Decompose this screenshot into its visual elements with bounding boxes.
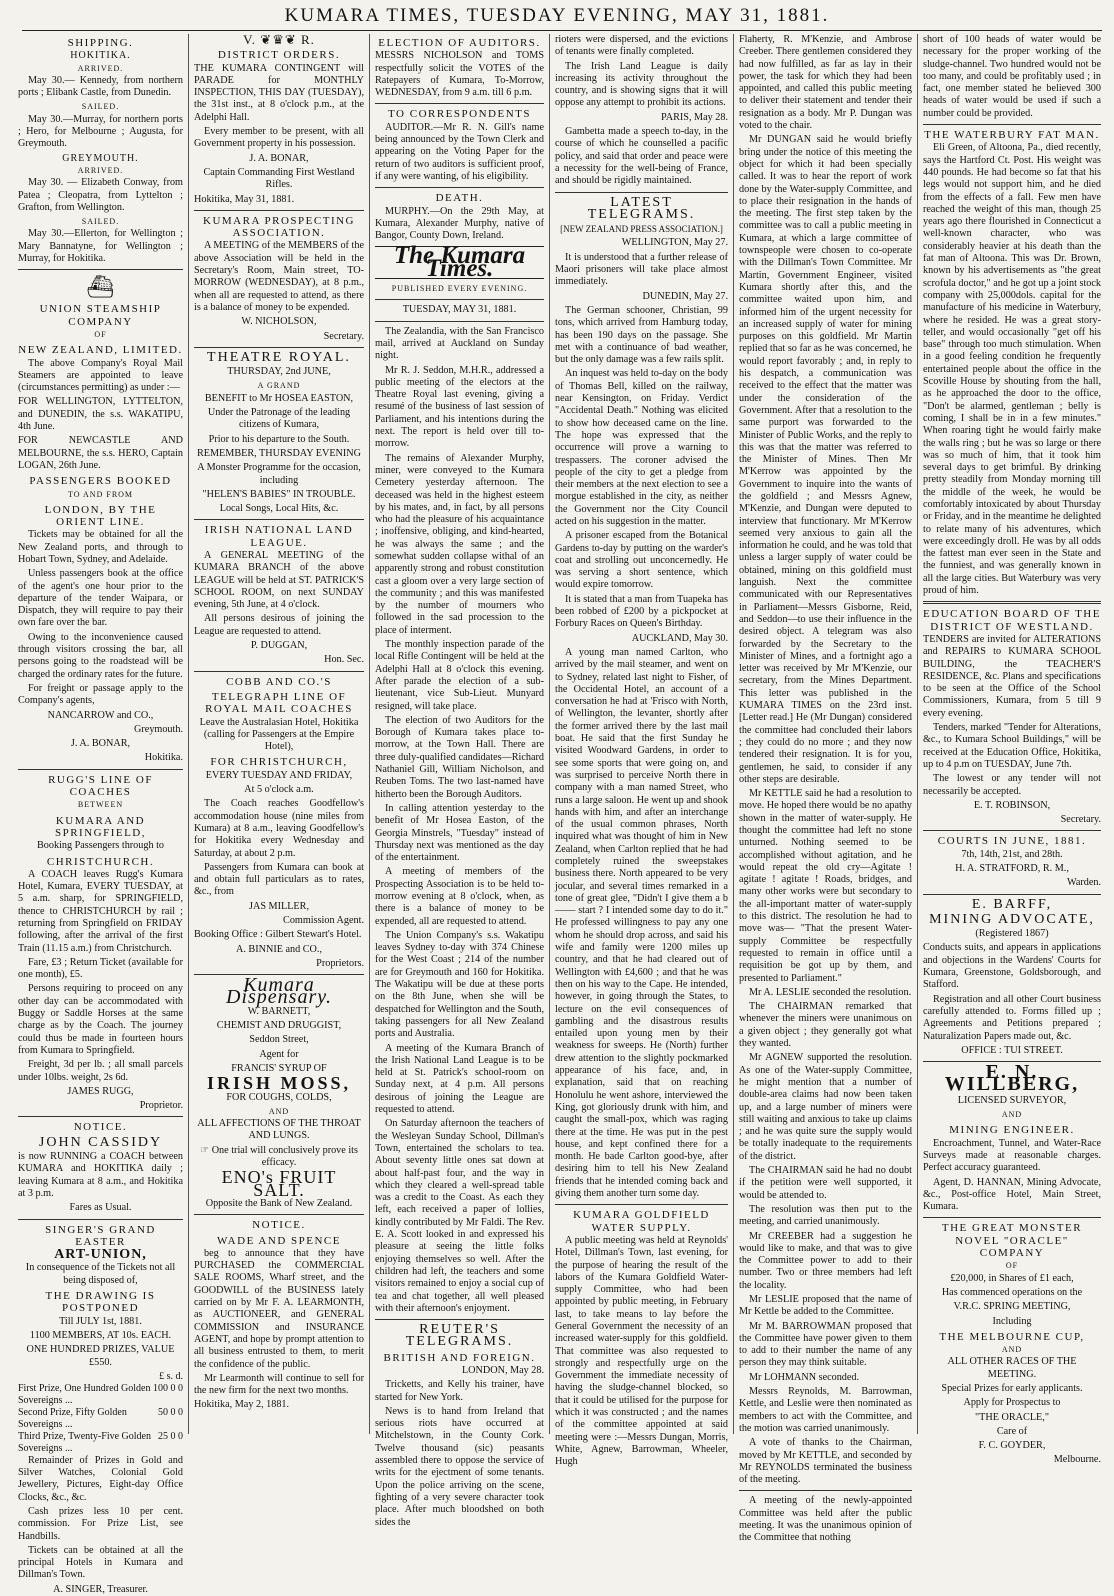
article-text: In calling attention yesterday to the benefit of Mr Hosea Easton, of the Georgia Minstrels, "Tuesday" instead of Thursday next was mentioned as the day of the entertainment. — [375, 802, 544, 864]
article-text: A vote of thanks to the Chairman, moved by Mr KETTLE, and seconded by Mr REYNOLDS terminated the business of the meeting. — [739, 1437, 912, 1486]
ad-text: Special Prizes for early applicants. — [941, 1382, 1083, 1394]
ad-signature: Hokitika. — [144, 752, 183, 764]
article-text: Mr CREEBER had a suggestion he would like to make, and that was to give the Committee power to add to their number. Two or three members had left the locality. — [739, 1230, 912, 1291]
ad-date: Hokitika, May 2, 1881. — [194, 1399, 290, 1411]
article-text: short of 100 heads of water would be necessary for the proper working of the sludge-channel. Two hundred would not be too many, and could be profitably used ; in fact, one member stated he believed 300 heads of water would be used if such a number could be provided. — [923, 34, 1101, 119]
article-text: MURPHY.—On the 29th May, at Kumara, Alexander Murphy, native of Bangor, County Down, Ireland. — [375, 205, 544, 242]
rule — [375, 1319, 544, 1320]
ad-text: Opposite the Bank of New Zealand. — [205, 1197, 353, 1209]
rule — [194, 347, 364, 348]
ad-text: Local Songs, Local Hits, &c. — [219, 503, 339, 515]
ad-text: BENEFIT to Mr HOSEA EASTON, — [204, 392, 354, 404]
ad-signature: F. C. GOYDER, — [978, 1440, 1046, 1452]
ad-text: Prior to his departure to the South. — [208, 433, 350, 445]
article-text: The CHAIRMAN said he had no doubt if the petition were well supported, it would be attended to. — [739, 1165, 912, 1201]
art-union-title: ART-UNION, — [54, 1247, 147, 1263]
rule — [555, 192, 728, 193]
article-text: Gambetta made a speech to-day, in the course of which he counselled a pacific policy, and said that order and peace were a necessity for the well-being of France, and should be rigidly maintained. — [555, 126, 728, 187]
latest-telegrams-heading: LATEST TELEGRAMS. — [587, 194, 696, 222]
column-2 — [194, 34, 364, 1434]
ad-text: Tenders, marked "Tender for Alterations, &c., to Kumara School Buildings," will be received at the Education Office, Hokitika, up to 4 p.m on TUESDAY, June 7th. — [923, 722, 1101, 770]
article-text: A young man named Carlton, who arrived by the mail steamer, and went on to Sydney, related last night to Fisher, of the Occidental Hotel, an account of a conversation he had at 'Frisco with North, of Wellington, the levanter, shortly after the former arrived there by the last mail boat. He said that the first Sunday he visited Woodward Gardens, in order to see some sports that were going on, and was surprised to perceive North there in company with a man named Street, who runs a large saloon. He went up and shook hands with him, and after an interchange of the usual common phrases, North inquired what was thought of him in New Zealand, when Carlton replied that he had completely ruined the sweepstakes business there. North appeared to be very jocular, and several times remarked in a tone of great glee, "Didn't I give them a b—— start ? I intended some day to do it." He professed willingness to pay any one whom he should drop across, and said his wife and family were 1200 miles up country, and that he had cleared out of Wellington with £4,600 ; and that he was then on his way to the Cape. He intended, however, in going through the States, to lecture on the evil consequences of gambling and the disastrous results entailed upon young men by their weakness for sweeps. He (North) further drew attention to the slightly pockmarked appearance of his face, and, in explanation, said that on reaching Honolulu he went ashore, interviewed the King, got gloriously drunk with him, and caught the small-pox, which was raging there at the time. He was put in the pest house, and kept confined there for a month. He bade Carlton good-bye, after desiring him to tell his New Zealand friends that he intended coming back and giving them another turn some day. — [555, 646, 728, 1200]
ad-signature: A. BINNIE and CO., — [235, 943, 323, 955]
ad-text: FOR COUGHS, COLDS, — [226, 1091, 332, 1103]
ad-text: All persons desirous of joining the League are requested to attend. — [194, 613, 364, 637]
courts-heading: COURTS IN JUNE, 1881. — [937, 835, 1087, 848]
theatre-royal-heading: THEATRE ROYAL. — [207, 349, 351, 365]
ad-subheading: TO AND FROM — [67, 489, 134, 499]
rule — [375, 187, 544, 188]
ad-text: MESSRS NICHOLSON and TOMS respectfully solicit the VOTES of the Ratepayers of Kumara, To-Morrow, WEDNESDAY, from 9 a.m. till 6 p.m. — [375, 50, 544, 99]
greymouth-heading: GREYMOUTH. — [62, 152, 139, 164]
ad-text: FOR WELLINGTON, LYTTELTON, and DUNEDIN, the s.s. WAKATIPU, 4th June. — [18, 396, 183, 433]
ad-text: Mr Learmonth will continue to sell for the new firm for the next two months. — [194, 1372, 364, 1397]
ad-text: OFFICE : TUI STREET. — [961, 1044, 1063, 1056]
ad-text: Including — [992, 1315, 1032, 1327]
ad-text: Encroachment, Tunnel, and Water-Race Surveys made at reasonable charges. Perfect accuracy guaranteed. — [923, 1137, 1101, 1174]
election-auditors-heading: ELECTION OF AUDITORS. — [378, 37, 541, 49]
article-text: The Zealandia, with the San Francisco mail, arrived at Auckland on Sunday night. — [375, 325, 544, 362]
article-text: The resolution was then put to the meeting, and carried unanimously. — [739, 1203, 912, 1228]
ad-text: beg to announce that they have PURCHASED the COMMERCIAL SALE ROOMS, Wharf street, and the GOODWILL of the BUSINESS lately carried on by Mr F. A. LEARMONTH, as AUCTIONEER, and GENERAL COMMISSION and INSURANCE AGENT, and hope by prompt attention to all business entrusted to them, to merit the confidence of the public. — [194, 1247, 364, 1370]
ad-text: (Registered 1867) — [975, 928, 1049, 940]
article-text: A public meeting was held at Reynolds' Hotel, Dillman's Town, last evening, for the purpose of hearing the result of the labors of the Kumara Goldfield Water-supply Committee, who had been appointed by public meeting, in February last, to take means to lay before the General Government the necessity of an increased water-supply for this goldfield. That committee was also requested to strongly and respectfully urge on the Government the immediate necessity of having the sludge-channel blocked, so that it could be utilised for the purpose for which it was constructed ; and the names of the committee appointed at said meeting were :—Messrs Dungan, Morris, White, Agnew, Barrowman, Wheeler, Hugh — [555, 1234, 728, 1468]
ad-subheading: PASSENGERS BOOKED — [29, 475, 172, 488]
district-orders-heading: DISTRICT ORDERS. — [217, 49, 341, 62]
article-text: Mr KETTLE said he had a resolution to move. He hoped there would be no apathy shown in the matter of water-supply. He thought the committee had left no stone unturned. Nothing seemed to be accomplished without agitation, and he would repeat the old cry—Agitate ! agitate ! agitate ! Roads, bridges, and many other works were but secondary to the all-important matter of water-supply to this district. The resolution he had to move was— "That the present Water-supply Committee be respectfully requested to remain in office until a requisition be got up by them, and presented to Parliament." — [739, 788, 912, 984]
rule — [375, 103, 544, 104]
rule — [18, 769, 183, 770]
ad-signature: JAMES RUGG, — [67, 1085, 134, 1097]
ad-text: Tickets can be obtained at all the principal Hotels in Kumara and Dillman's Town. — [18, 1544, 183, 1581]
ad-text: Passengers from Kumara can book at and obtain full particulars as to rates, &c., from — [194, 861, 364, 898]
union-steamship-heading: UNION STEAMSHIP COMPANY — [39, 303, 162, 328]
shipping-text: May 30. — Elizabeth Conway, from Patea ; Cleopatra, from Lyttelton ; Grafton, from Wellington. — [18, 177, 183, 213]
ad-signature: J. A. BONAR, — [70, 738, 131, 750]
ad-subheading: OF — [1005, 1261, 1019, 1271]
table-row: Second Prize, Fifty Golden Sovereigns ... 50 0 0 — [18, 1406, 183, 1430]
article-text: The German schooner, Christian, 99 tons, which arrived from Hamburg today, has been 190 days on the passage. She met with a continuance of bad weather, but the only damage was a few rails split. — [555, 304, 728, 366]
ad-text: Remainder of Prizes in Gold and Silver Watches, Colonial Gold Jewellery, Pictures, Eight-day Office Clocks, &c., &c. — [18, 1454, 183, 1503]
ad-text: For freight or passage apply to the Company's agents, — [18, 682, 183, 707]
pointing-hand-icon: ☞ — [200, 1144, 210, 1156]
arrived-label: ARRIVED. — [77, 63, 124, 73]
ad-subheading: FOR CHRISTCHURCH, — [210, 756, 348, 769]
article-text: The election of two Auditors for the Borough of Kumara takes place to-morrow, at the Town Hall. There are three duly-qualified candidates—Richard Nathaniel Gill, William Nicholson, and Reuben Toms. The two last-named have hitherto been the Borough Auditors. — [375, 714, 544, 800]
ad-text: ONE HUNDRED PRIZES, VALUE £550. — [26, 1344, 175, 1368]
column-6 — [923, 34, 1101, 1466]
death-heading: DEATH. — [435, 192, 484, 205]
rule — [18, 269, 183, 270]
article-text: The Irish Land League is daily increasing its activity throughout the country, and is showing signs that it will oppose any attempt to prohibit its actions. — [555, 60, 728, 109]
melbourne-cup-heading: THE MELBOURNE CUP, — [939, 1330, 1085, 1343]
article-text: Mr AGNEW supported the resolution. As one of the Water-supply Committee, he might mention that a number of double-area claims had now been taken up, and a large number of miners were still waiting and anxious to take up claims ; and he was quite sure the supply would be totally inadequate to the requirements of the district. — [739, 1052, 912, 1162]
published-label: PUBLISHED EVERY EVENING. — [391, 284, 528, 294]
water-supply-heading: KUMARA GOLDFIELD WATER SUPPLY. — [573, 1209, 710, 1234]
article-text: On Saturday afternoon the teachers of the Wesleyan Sunday School, Dillman's Town, entertained the scholars to tea. About seventy little ones sat down at about half-past four, and the way in which they cleared a well-spread table was a credit to the Coast. As each they left, each received a paper of lollies, kindly contributed by Mr Faldi. The Rev. E. A. Scott looked in and expressed his pleasure at seeing the little folks enjoying themselves so well. After the children had left, the teachers and some visitors remained to enjoy a social cup of tea and chat together, all well pleased with their afternoon's enjoyment. — [375, 1118, 544, 1314]
article-text: Flaherty, R. M'Kenzie, and Ambrose Creeber. There gentlemen considered they had now fulfilled, as far as lay in their power, the task for which they had been appointed, and called this public meeting to deliver their statement and tender their resignation as a body. Mr P. Dungan was voted to the chair. — [739, 34, 912, 132]
rule — [923, 1217, 1101, 1218]
newspaper-nameplate: The Kumara Times. — [375, 246, 544, 279]
prospecting-association-heading: KUMARA PROSPECTING ASSOCIATION. — [203, 214, 355, 240]
ad-signature: J. A. BONAR, — [249, 152, 309, 164]
article-text: A meeting of the newly-appointed Committee was held after the public meeting. It was the unanimous opinion of the Committee that nothing — [739, 1495, 912, 1544]
ad-text: LICENSED SURVEYOR, — [957, 1094, 1067, 1106]
reuters-telegrams-heading: REUTER'S TELEGRAMS. — [405, 1322, 514, 1350]
ad-subheading: KUMARA AND SPRINGFIELD, — [54, 814, 147, 839]
article-text: The Union Company's s.s. Wakatipu leaves Sydney to-day with 374 Chinese for the West Coast ; 214 of the number are for Greymouth and 160 for Hokitika. The Wakatipu will be due at these ports on the 8th June, when she will be despatched for Wellington and the South, taking passengers for all New Zealand ports and Australia. — [375, 929, 544, 1040]
dateline: WELLINGTON, May 27. — [621, 237, 728, 249]
rule — [555, 1204, 728, 1205]
ad-text: ALL AFFECTIONS OF THE THROAT AND LUNGS. — [197, 1118, 361, 1142]
barff-heading: E. BARFF, — [971, 896, 1053, 912]
article-text: Messrs Reynolds, M. Barrowman, Kettle, and Leslie were then nominated as members to act with the Committee, and the motion was carried unanimously. — [739, 1386, 912, 1434]
education-board-heading: EDUCATION BOARD OF THE DISTRICT OF WESTLAND. — [923, 608, 1101, 633]
ad-text: Every member to be present, with all Government property in his possession. — [194, 126, 364, 150]
column-divider — [733, 34, 734, 1434]
ad-text: Till JULY 1st, 1881. — [59, 1315, 142, 1327]
article-text: The CHAIRMAN remarked that whenever the miners were unanimous on a given object ; they generally got what they wanted. — [739, 1001, 912, 1050]
ad-signature: Proprietors. — [316, 957, 364, 969]
ad-text: Unless passengers book at the office of the agent's one hour prior to the departure of the tender Waipara, or Dispatch, they will require to pay their own fare over the bar. — [18, 568, 183, 629]
wade-spence-heading: WADE AND SPENCE — [217, 1234, 341, 1247]
ad-text: Agent for — [259, 1048, 299, 1060]
willberg-heading: E. N. WILLBERG, — [944, 1061, 1080, 1096]
article-text: AUDITOR.—Mr R. N. Gill's name being announced by the Town Clerk and appearing on the Voting Paper for the return of two auditors is sufficient proof, if any were wanting, of his eligibility. — [375, 121, 544, 182]
fat-man-heading: THE WATERBURY FAT MAN. — [924, 129, 1100, 142]
ad-text: "HELEN'S BABIES" IN TROUBLE. — [202, 488, 356, 500]
rule — [18, 1116, 183, 1117]
ad-text: Booking Passengers through to — [36, 840, 165, 852]
prize-header: £ s. d. — [159, 1370, 183, 1382]
ad-signature: JAS MILLER, — [249, 900, 309, 912]
ad-text: 7th, 14th, 21st, and 28th. — [961, 848, 1063, 860]
ad-text: Booking Office : Gilbert Stewart's Hotel. — [194, 929, 362, 941]
ad-text: Apply for Prospectus to — [963, 1397, 1061, 1409]
rule — [194, 671, 364, 672]
ad-text: Owing to the inconvenience caused through visitors crossing the bar, all persons going to the roadstead will be charged the ordinary rates for the future. — [18, 631, 183, 680]
dateline: DUNEDIN, May 27. — [642, 290, 728, 302]
ad-text: Leave the Australasian Hotel, Hokitika (calling for Passengers at the Empire Hotel), — [199, 716, 359, 753]
ad-signature: Proprietor. — [139, 1100, 183, 1112]
column-divider — [549, 34, 550, 1434]
mining-advocate-heading: MINING ADVOCATE, — [929, 911, 1095, 927]
steamship-icon: ⛴ — [86, 274, 115, 300]
ad-text: ALL OTHER RACES OF THE MEETING. — [947, 1356, 1077, 1380]
rule — [18, 1219, 183, 1220]
shipping-text: May 30.—Murray, for northern ports ; Hero, for Melbourne ; Augusta, for Greymouth. — [18, 113, 183, 150]
article-text: Mr M. BARROWMAN proposed that the Committee have power given to them to add to their number the name of any person they may think suitable. — [739, 1320, 912, 1369]
ad-signature: Melbourne. — [1053, 1454, 1101, 1466]
ad-text: £20,000, in Shares of £1 each, — [950, 1272, 1074, 1284]
article-text: Mr LESLIE proposed that the name of Mr Kettle be added to the Committee. — [739, 1293, 912, 1318]
dateline: LONDON, May 28. — [461, 1364, 544, 1376]
ad-text: In consequence of the Tickets not all being disposed of, — [25, 1262, 176, 1286]
ad-signature: Hon. Sec. — [324, 654, 364, 666]
ad-signature: Secretary. — [1060, 814, 1101, 826]
cobb-and-co-heading: COBB AND CO.'S — [226, 675, 332, 688]
masthead: KUMARA TIMES, TUESDAY EVENING, MAY 31, 1881. — [284, 5, 830, 26]
ad-subheading: A GRAND — [257, 381, 301, 391]
ad-subheading: THE DRAWING IS POSTPONED — [45, 1290, 156, 1315]
of-label: OF — [94, 329, 107, 339]
sailed-label: SAILED. — [81, 102, 120, 112]
ad-signature: A. SINGER, Treasurer. — [53, 1583, 148, 1595]
article-text: It is understood that a further release of Maori prisoners will take place almost immediately. — [555, 251, 728, 288]
ad-text: A GENERAL MEETING of the KUMARA BRANCH of the above LEAGUE will be held at ST. PATRICK'S SCHOOL ROOM, on next SUNDAY evening, 5th June, at 4 o'clock. — [194, 549, 364, 611]
ad-text: Fares as Usual. — [69, 1202, 132, 1214]
rule — [923, 601, 1101, 604]
dateline: AUCKLAND, May 30. — [631, 632, 728, 644]
ad-text: A Monster Programme for the occasion, including — [197, 462, 361, 486]
article-text: A prisoner escaped from the Botanical Gardens to-day by putting on the warder's coat and strolling out unconcernedly. He was serving a short sentence, which would expire tomorrow. — [555, 530, 728, 591]
ad-text: EVERY TUESDAY AND FRIDAY, — [205, 769, 353, 781]
shipping-heading: SHIPPING. — [67, 37, 134, 49]
ad-subheading: LONDON, BY THE ORIENT LINE. — [44, 503, 157, 529]
ad-text: CHEMIST AND DRUGGIST, — [216, 1020, 342, 1032]
ad-subheading: BETWEEN — [77, 800, 124, 810]
notice-heading: NOTICE. — [252, 1219, 306, 1232]
ad-text: Has commenced operations on the — [941, 1286, 1083, 1298]
ad-signature: E. T. ROBINSON, — [973, 799, 1051, 811]
article-text: rioters were dispersed, and the evictions of tenants were finally completed. — [555, 34, 728, 58]
ruggs-coaches-heading: RUGG'S LINE OF COACHES — [48, 773, 153, 799]
shipping-text: May 30.— Kennedy, from northern ports ; Elibank Castle, from Dunedin. — [18, 74, 183, 99]
eno-fruit-salt-title: ENO's FRUIT SALT. — [221, 1167, 337, 1200]
rule — [194, 210, 364, 211]
ad-text: The above Company's Royal Mail Steamers are appointed to leave (circumstances permitting) as under :— — [18, 357, 183, 394]
ad-text: Agent, D. HANNAN, Mining Advocate, &c., Post-office Hotel, Main Street, Kumara. — [923, 1176, 1101, 1213]
press-association-label: [NEW ZEALAND PRESS ASSOCIATION.] — [560, 224, 723, 235]
article-text: Mr LOHMANN seconded. — [749, 1371, 860, 1383]
british-foreign-subheading: BRITISH AND FOREIGN. — [383, 1351, 536, 1364]
ad-text: V.R.C. SPRING MEETING, — [953, 1301, 1071, 1313]
ad-text: The lowest or any tender will not necessarily be accepted. — [923, 773, 1101, 797]
article-text: Eli Green, of Altoona, Pa., died recently, says the Hartford Ct. Post. His weight was 440 pounds. He had become so fat that his legs would not support him, and he died from the effects of a fall. Few men have reached the weight of this man, though 25 years ago there flourished in Connecticut a well-known character, who was considerably heavier at his death than the fat man of Altoona. This was Dr. Brown, known by his advertisements as "the great scrofula doctor," and he got up a joint stock company with 25,000dols. capital for the manufacture of his medicine in Waterbury, where he resided. He was a great story-teller, and would occasionally "get off his base" through too much stimulation. When in a good feeling condition he frequently entertained people about the office in the Scoville House by shouting from the hall, as he approached the door to the office, "Don't be alarmed, gentleman ; belly is coming, I shall be in in a few minutes." When roaring tight he would fairly make the walls ring ; but he was so large or there was so much of him, that it took him several days to get brimful. By drinking pretty steadily from Monday morning till the middle of the week, he would be comfortably intoxicated by about Thursday or Friday, and in the meantime he delighted to relate many of his adventures, which were exceedingly droll. He was by all odds the fattest man ever seen in the State and the funniest, and was generally known in all the large cities. But Waterbury was very proud of him. — [923, 142, 1101, 597]
ad-text: TENDERS are invited for ALTERATIONS and REPAIRS to KUMARA SCHOOL BUILDING, the TEACHER'S RESIDENCE, &c. Plans and specifications to be seen at the Office of the School Commissioners, Kumara, from 5 till 9 every evening. — [923, 633, 1101, 719]
top-rule — [22, 30, 1102, 31]
sailed-label: SAILED. — [81, 217, 120, 227]
ad-signature: Captain Commanding First Westland Rifles. — [203, 166, 355, 191]
ad-signature: Warden. — [1067, 877, 1101, 889]
article-text: A meeting of the Kumara Branch of the Irish National Land League is to be held at St. Patrick's school-room on Sunday next, at 4 p.m. All persons desirous of joining the League are requested to attend. — [375, 1042, 544, 1116]
arrived-label: ARRIVED. — [77, 165, 124, 175]
hokitika-heading: HOKITIKA. — [70, 50, 131, 62]
ad-text: Registration and all other Court business carefully attended to. Forms filled up ; Agreements and Petitions prepared ; Naturalization Papers made out, &c. — [923, 993, 1101, 1042]
rule — [194, 519, 364, 520]
dateline: PARIS, May 28. — [661, 111, 728, 123]
ad-text: FRANCIS' SYRUP OF — [231, 1062, 327, 1074]
table-row: First Prize, One Hundred Golden Sovereigns ... 100 0 0 — [18, 1382, 183, 1406]
article-text: Mr A. LESLIE seconded the resolution. — [749, 986, 912, 998]
rule — [923, 894, 1101, 895]
article-text: An inquest was held to-day on the body of Thomas Bell, killed on the railway, near Kensington, on Friday. Verdict "Accidental Death." Nothing was elicited to show how deceased came on the line. The hope was expressed that the occurrence will prove a warning to trespassers. The coroner advised the people of the city to get a pledge from their members at the next election to see a morgue established in the city, as neither the Government nor the City Council acted on his suggestion in the matter. — [555, 368, 728, 527]
mining-engineer-heading: MINING ENGINEER. — [949, 1124, 1075, 1137]
column-4 — [555, 34, 728, 1468]
shipping-text: May 30.—Ellerton, for Wellington ; Mary Bannatyne, for Wellington ; Murray, for Hokitika. — [18, 228, 183, 265]
ad-text: Freight, 3d per lb. ; all small parcels under 10lbs. weight, 2s 6d. — [18, 1059, 183, 1083]
article-text: Mr DUNGAN said he would briefly bring under the notice of this meeting the object for which it had been specially called. It was to hear the report of work done by the Water-supply Committee, and to place their resignation in the hands of the meeting. The first step taken by the committee was to call a public meeting in Kumara, at which a large committee of townspeople were chosen to co-operate with the Dillman's Town Committee. Mr Martin, Government Engineer, visited Kumara shortly after this, and the committee waited upon him, and informed him of the urgent necessity for an increased supply of water for mining purposes on this goldfield. Mr Martin replied that so far as he was concerned, he would report favorably ; and, in reply to his despatch, a communication was received to the effect that the matter was under the consideration of the Government. After that a resolution to the same purport was forwarded to the Minister of Public Works, and the reply to this was that the matter was referred to the Minister of Mines. Then Mr M'Kerrow was appointed by the Government to inquire into the wants of the goldfield ; and Messrs Agnew, M'Kenzie, and Dungan were deputed to interview that functionary. Mr M'Kerrow seemed very anxious to gain all the information he could, and he was told that unless a larger supply of water could be obtained, mining on this goldfield must languish. Next the committee communicated with our Representatives in Parliament—Messrs Gisborne, Reid, and Seddon—to use their influence in the desired object. A telegram was also forwarded by the Secretary to the Minister of Mines, and a fortnight ago a letter was received by Mr M'Kenzie, our secretary, from the Mines Department. This letter was published in the KUMARA TIMES on the 23rd inst. [Letter read.] He (Mr Dungan) considered the committee had concluded their labors ; they could do no more ; and they now tendered their resignation. It is for you, gentlemen, he said, to consider if any other steps are desirable. — [739, 134, 912, 785]
rule — [923, 830, 1101, 831]
ad-signature: H. A. STRATFORD, R. M., — [955, 863, 1069, 874]
rule — [194, 1214, 364, 1215]
ad-text: Persons requiring to proceed on any other day can be accommodated with Buggy or Saddle Horses at the same charge as by the Coach. The journey could thus be made in fourteen hours from Kumara to Springfield. — [18, 983, 183, 1056]
ad-signature: W. NICHOLSON, — [241, 316, 317, 328]
article-text: Tricketts, and Kelly his trainer, have started for New York. — [375, 1379, 544, 1403]
ad-text: THE KUMARA CONTINGENT will PARADE for MONTHLY INSPECTION, THIS DAY (TUESDAY), the 31st inst., at 8 o'clock p.m., at the Adelphi Hall. — [194, 62, 364, 123]
column-3 — [375, 34, 544, 1528]
ad-text: 1100 MEMBERS, AT 10s. EACH. — [29, 1329, 172, 1341]
column-divider — [917, 34, 918, 1434]
rule — [739, 1490, 912, 1491]
ad-text: FOR NEWCASTLE AND MELBOURNE, the s.s. HERO, Captain LOGAN, 26th June. — [18, 435, 183, 471]
ad-text: Care of — [996, 1425, 1028, 1437]
article-text: News is to hand from Ireland that serious riots have occurred at Mitchelstown, in the County Cork. Twelve thousand (sic) peasants assembled there to oppose the service of writs for the ejectment of some tenants. Upon the police arriving on the scene, fighting of a very severe character took place. After much bloodshed on both sides the — [375, 1405, 544, 1528]
oracle-company-heading: THE GREAT MONSTER NOVEL "ORACLE" COMPANY — [941, 1222, 1083, 1260]
article-text: A meeting of members of the Prospecting Association is to be held to-morrow evening at 8 o'clock, when, as there is a balance of money to be expended, all are requested to attend. — [375, 866, 544, 927]
rule — [375, 321, 544, 322]
cassidy-heading: JOHN CASSIDY — [38, 1134, 163, 1150]
ad-text: is now RUNNING a COACH between KUMARA and HOKITIKA daily ; leaving Kumara at 8 a.m., and Hokitika at 3 p.m. — [18, 1151, 183, 1199]
ad-text: A MEETING of the MEMBERS of the above Association will be held in the Secretary's Room, Main street, TO-MORROW (WEDNESDAY), at 8 p.m., when all are requested to attend, as there is a balance of money to be expended. — [194, 240, 364, 313]
column-1 — [18, 34, 183, 1595]
article-text: Mr R. J. Seddon, M.H.R., addressed a public meeting of the electors at the Theatre Royal last evening, giving a resumé of the business of last session of Parliament, and his intentions during the next. The report is held over till to-morrow. — [375, 364, 544, 450]
union-steamship-subheading: NEW ZEALAND, LIMITED. — [18, 344, 183, 357]
land-league-heading: IRISH NATIONAL LAND LEAGUE. — [204, 524, 354, 549]
ad-text: Under the Patronage of the leading citizens of Kumara, — [207, 407, 351, 431]
ad-signature: Secretary. — [323, 330, 364, 342]
ad-text: "THE ORACLE," — [975, 1411, 1049, 1423]
ad-text: W. BARNETT, — [247, 1005, 311, 1017]
ad-text: ☞ One trial will conclusively prove its efficacy. — [200, 1144, 358, 1169]
column-divider — [188, 34, 189, 1434]
issue-date: TUESDAY, MAY 31, 1881. — [402, 304, 517, 316]
ad-text: Cash prizes less 10 per cent. commission. For Prize List, see Handbills. — [18, 1505, 183, 1542]
ad-subheading: CHRISTCHURCH. — [46, 855, 155, 868]
irish-moss-title: IRISH MOSS, — [206, 1073, 352, 1094]
ad-text: A COACH leaves Rugg's Kumara Hotel, Kumara, EVERY TUESDAY, at 5 a.m. sharp, for SPRINGFIELD, thence to CHRISTCHURCH by rail ; returning from Springfield on FRIDAY following, after the arrival of the first Train (11.15 a.m.) from Christchurch. — [18, 868, 183, 954]
ad-date: Hokitika, May 31, 1881. — [194, 193, 295, 205]
ad-signature: P. DUGGAN, — [250, 640, 308, 652]
notice-heading: NOTICE. — [73, 1121, 128, 1134]
ad-text: The Coach reaches Goodfellow's accommodation house (nine miles from Kumara) at 8 a.m., leaving Goodfellow's for Hokitika every Wednesday and Saturday, at about 2 p.m. — [194, 798, 364, 859]
ad-subheading: TELEGRAPH LINE OF ROYAL MAIL COACHES — [205, 690, 353, 716]
dispensary-heading: Kumara Dispensary. — [226, 974, 332, 1009]
ad-text: THURSDAY, 2nd JUNE, — [227, 366, 331, 378]
column-5 — [739, 34, 912, 1544]
singer-art-union-heading: SINGER'S GRAND EASTER — [45, 1223, 156, 1248]
prize-table — [18, 1371, 183, 1455]
table-row: Third Prize, Twenty-Five Golden Sovereigns ... 25 0 0 — [18, 1430, 183, 1454]
ad-signature: Greymouth. — [134, 723, 183, 735]
ad-subheading: AND — [1001, 1110, 1023, 1120]
ad-subheading: AND — [1001, 1345, 1023, 1355]
ad-text: Conducts suits, and appears in applications and objections in the Wardens' Courts for Kumara, Greenstone, Goldsborough, and Stafford. — [923, 942, 1101, 991]
column-divider — [369, 34, 370, 1434]
rule — [923, 124, 1101, 125]
ad-signature: NANCARROW and CO., — [47, 709, 154, 721]
ad-text: Seddon Street, — [249, 1034, 309, 1046]
royal-crest-icon: V. ❦♛❦ R. — [243, 32, 315, 47]
ad-text: Fare, £3 ; Return Ticket (available for one month), £5. — [18, 956, 183, 981]
ad-signature: Commission Agent. — [283, 915, 364, 926]
ad-text: REMEMBER, THURSDAY EVENING — [196, 447, 362, 459]
correspondents-heading: TO CORRESPONDENTS — [388, 108, 531, 121]
ad-text: Tickets may be obtained for all the New Zealand ports, and through to Hobart Town, Sydney, and Adelaide. — [18, 529, 183, 565]
article-text: The remains of Alexander Murphy, miner, were conveyed to the Kumara Cemetery yesterday afternoon. The deceased was held in the highest esteem by his mates, and, in fact, by all persons who had the pleasure of his acquaintance ; inoffensive, obliging, and kind-hearted, he was always the same ; and the somewhat sudden collapse withal of an apparently strong and robust constitution cast a gloom over a very large section of the community ; and this was manifested by the number of mourners who followed in the sad procession to the place of interment. — [375, 452, 544, 636]
article-text: It is stated that a man from Tuapeka has been robbed of £200 by a pickpocket at Forbury Races on Queen's Birthday. — [555, 593, 728, 630]
ad-subheading: AND — [268, 1106, 290, 1116]
rule — [375, 299, 544, 300]
ad-text: At 5 o'clock a.m. — [244, 784, 314, 796]
article-text: The monthly inspection parade of the local Rifle Contingent will be held at the Adelphi Hall at 8 o'clock this evening. After parade the election of a sub-lieutenant, vice Sub-Lieut. Munyard resigned, will take place. — [375, 639, 544, 712]
